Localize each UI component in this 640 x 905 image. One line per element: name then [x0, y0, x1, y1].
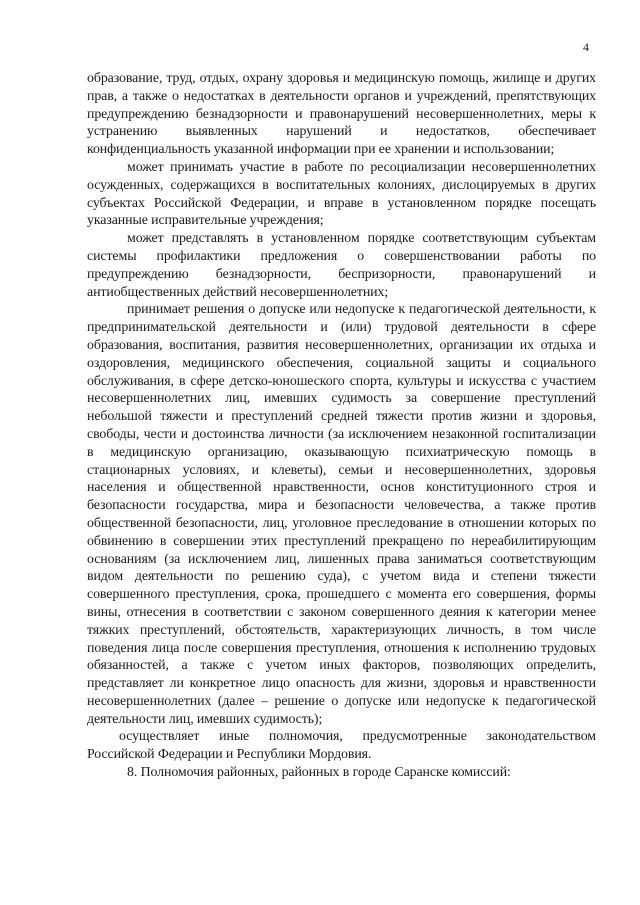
paragraph-resocialization: может принимать участие в работе по ресоциализации несовершеннолетних осужденных, содержащихся в воспитательных колониях, дислоцируемых в других субъектах Российской Федерации, и вправе в установленном порядке посещать указанные исправительные учреждения;	[87, 159, 596, 229]
page-number: 4	[583, 40, 589, 54]
paragraph-admission-decisions: принимает решения о допуске или недопуске к педагогической деятельности, к предпринимательской деятельности и (или) трудовой деятельности в сфере образования, воспитания, развития несовершеннолетних, организации их отдыха и оздоровления, медицинского обеспечения, социальной защиты и социального обслуживания, в сфере детско-юношеского спорта, культуры и искусства с участием несовершеннолетних лиц, имевших судимость за совершение преступлений небольшой тяжести и преступлений средней тяжести против жизни и здоровья, свободы, чести и достоинства личности (за исключением незаконной госпитализации в медицинскую организацию, оказывающую психиатрическую помощь в стационарных условиях, и клеветы), семьи и несовершеннолетних, здоровья населения и общественной нравственности, основ конституционного строя и безопасности государства, мира и безопасности человечества, а также против общественной безопасности, лиц, уголовное преследование в отношении которых по обвинению в совершении этих преступлений прекращено по нереабилитирующим основаниям (за исключением лиц, лишенных права заниматься соответствующим видом деятельности по решению суда), с учетом вида и степени тяжести совершенного преступления, срока, прошедшего с момента его совершения, формы вины, отнесения в соответствии с законом совершенного деяния к категории менее тяжких преступлений, обстоятельств, характеризующих личность, в том числе поведения лица после совершения преступления, отношения к исполнению трудовых обязанностей, а также с учетом иных факторов, позволяющих определить, представляет ли конкретное лицо опасность для жизни, здоровья и нравственности несовершеннолетних (далее – решение о допуске или недопуске к педагогической деятельности лиц, имевших судимость);	[87, 302, 596, 727]
paragraph-section-8-heading: 8. Полномочия районных, районных в городе Саранске комиссий:	[127, 765, 511, 781]
paragraph-other-powers: осуществляет иные полномочия, предусмотренные законодательством Российской Федерации и Республики Мордовия.	[87, 729, 596, 763]
paragraph-rights-violations: образование, труд, отдых, охрану здоровья и медицинскую помощь, жилище и других прав, а также о недостатках в деятельности органов и учреждений, препятствующих предупреждению безнадзорности и правонарушений несовершеннолетних, меры к устранению выявленных нарушений и недостатков, обеспечивает конфиденциальность указанной информации при ее хранении и использовании;	[87, 71, 596, 158]
paragraph-proposals: может представлять в установленном порядке соответствующим субъектам системы профилактики предложения о совершенствовании работы по предупреждению безнадзорности, беспризорности, правонарушений и антиобщественных действий несовершеннолетних;	[87, 231, 596, 300]
document-body	[87, 70, 596, 782]
